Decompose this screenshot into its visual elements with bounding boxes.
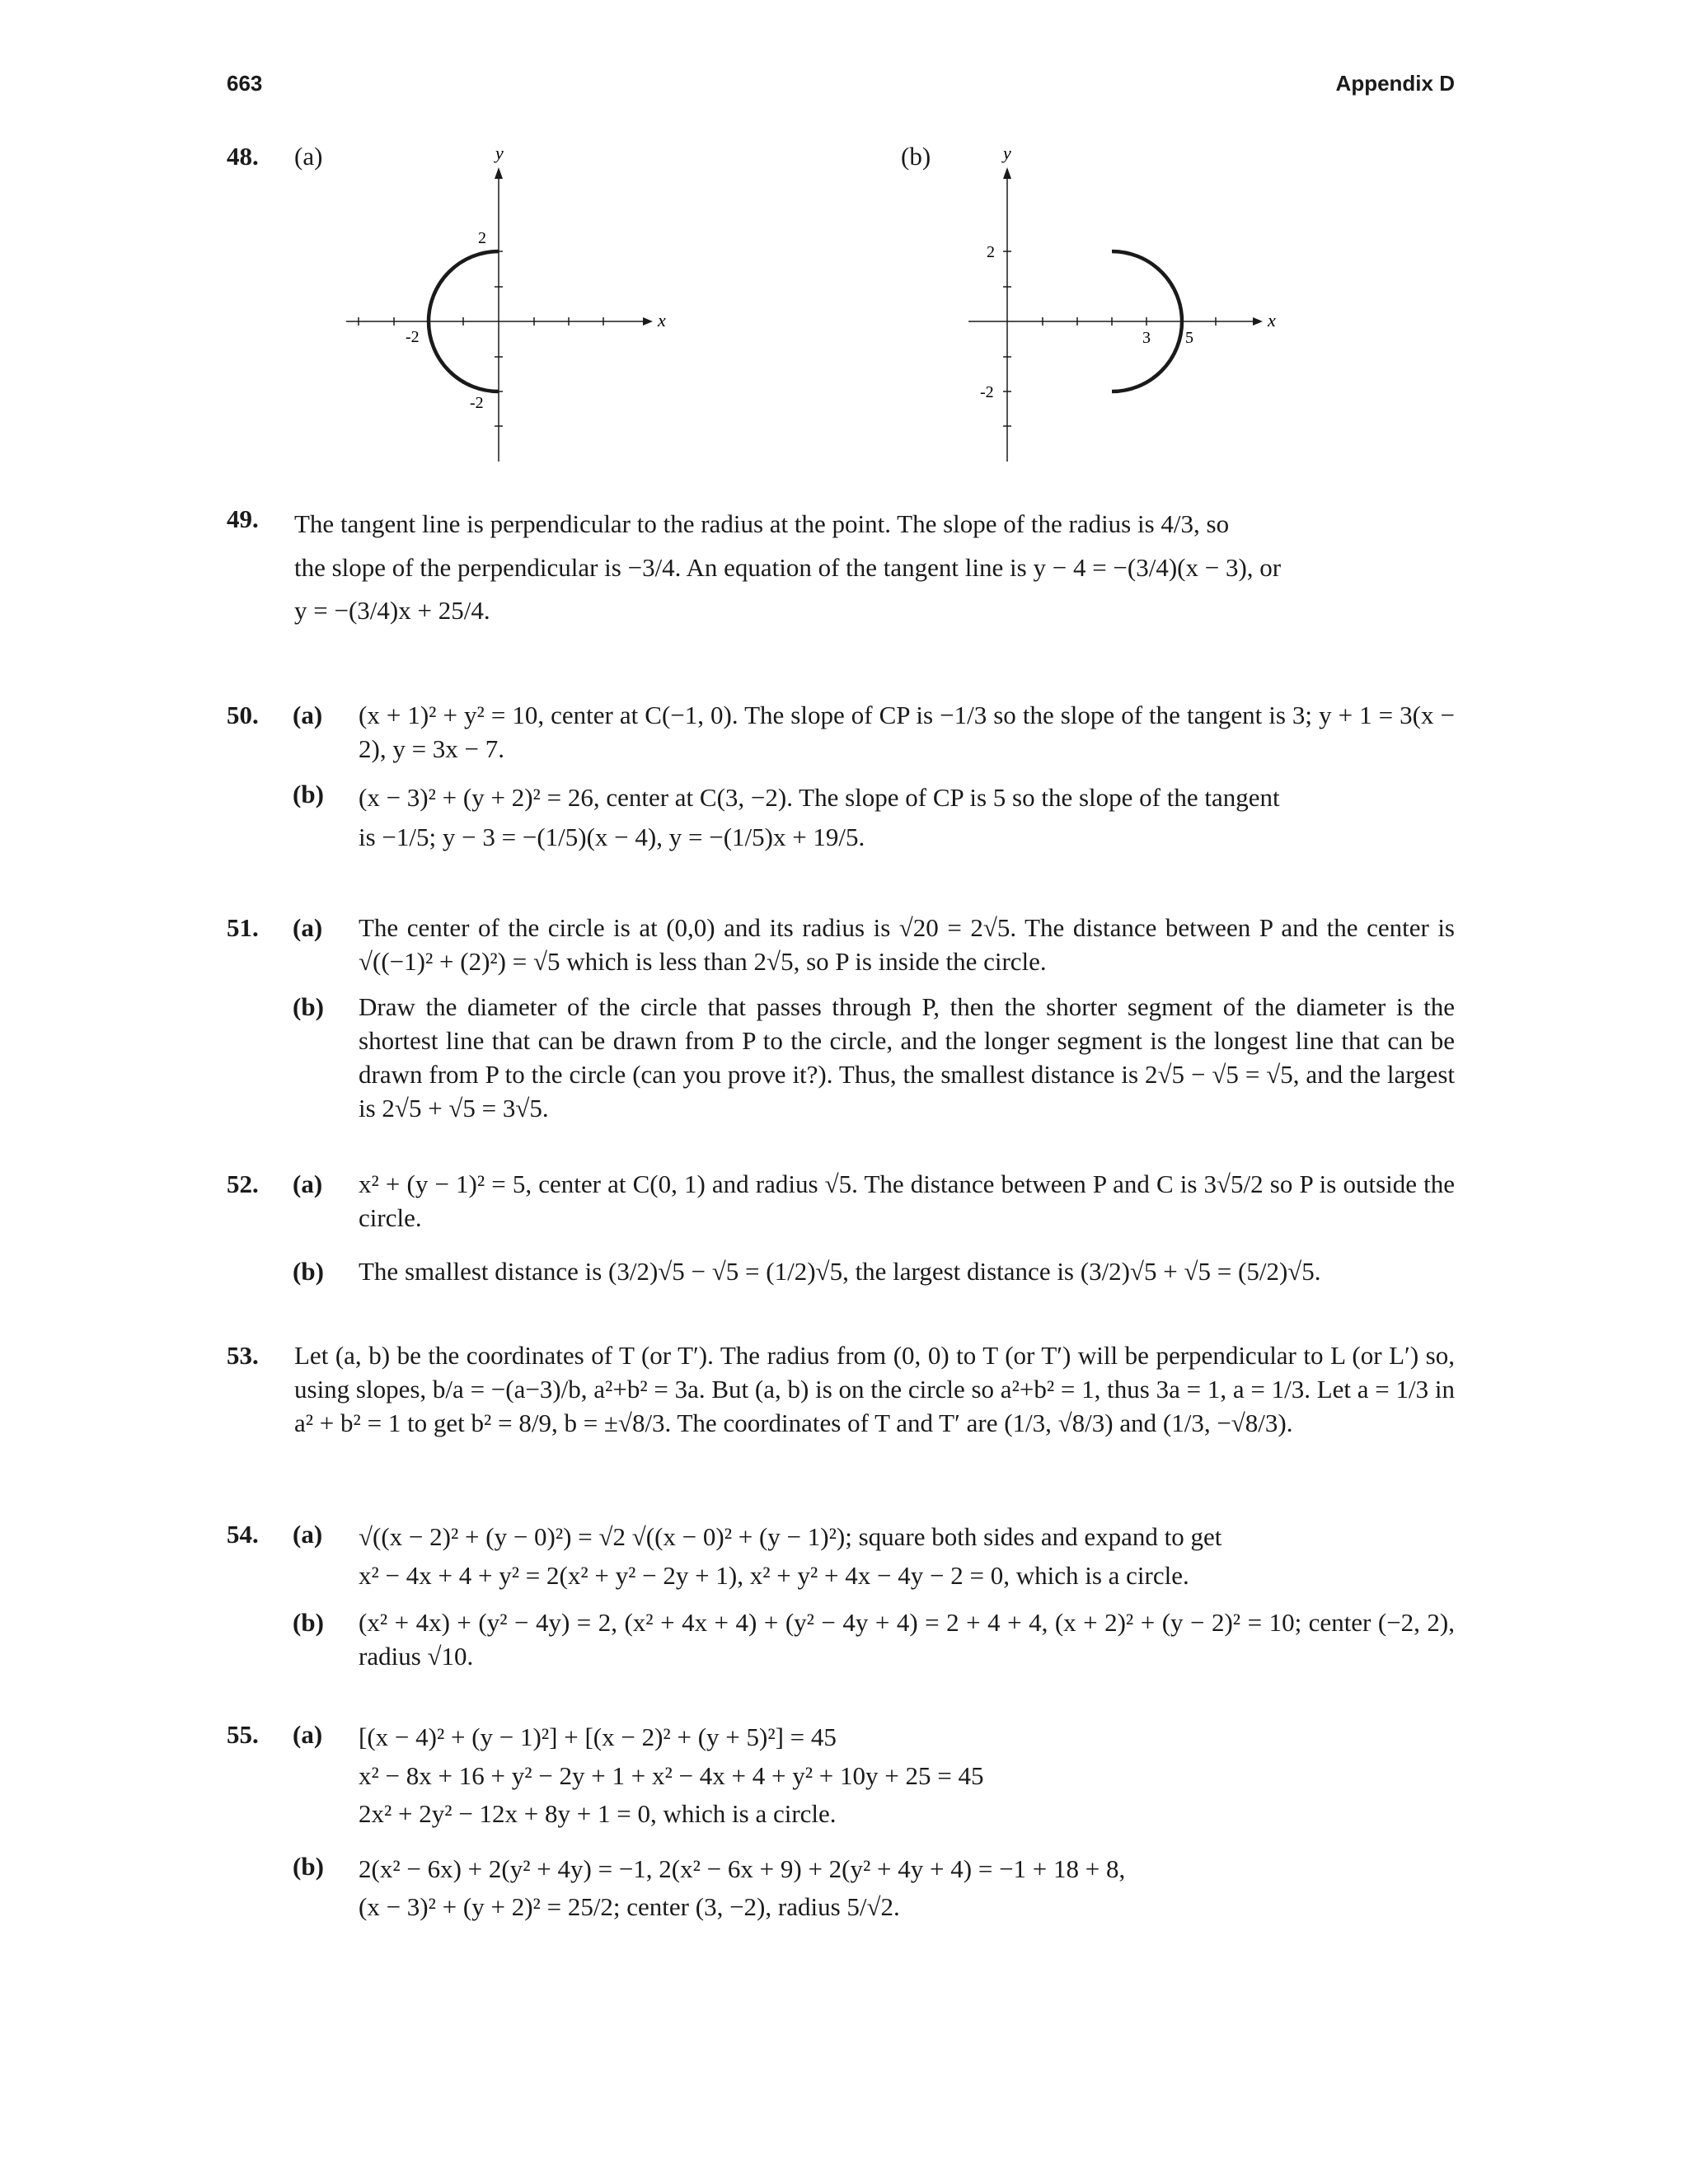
y-axis-label: y (1003, 143, 1011, 163)
text-line: √((x − 2)² + (y − 0)²) = √2 √((x − 0)² + (y − 1)²); square both sides and expand to get (359, 1522, 1222, 1551)
part-b-text: Draw the diameter of the circle that passes through P, then the shorter segment of the diameter is the shortest line that can be drawn from P to the circle, and the longer segment is the longest line that can be drawn from P to the circle (can you prove it?). Thus, the smallest distance is 2√5 − √5 = √5, and the largest is 2√5 + √5 = 3√5. (359, 991, 1455, 1122)
problem-number: 49. (227, 504, 259, 533)
page-number: 663 (227, 71, 263, 96)
tick-label: -2 (980, 383, 994, 401)
x-axis-label: x (1268, 310, 1276, 330)
part-label-b: (b) (293, 1256, 324, 1286)
part-a-text: x² + (y − 1)² = 5, center at C(0, 1) and radius √5. The distance between P and C is 3√5/2 so P is outside the circle. (359, 1169, 1455, 1232)
problem-number: 55. (227, 1720, 259, 1749)
text-line: [(x − 4)² + (y − 1)²] + [(x − 2)² + (y + 5)²] = 45 (359, 1722, 837, 1751)
y-axis-label: y (495, 143, 504, 163)
part-label-a: (a) (293, 913, 323, 942)
problem-55 (227, 1718, 1455, 1927)
x-arrow (643, 317, 653, 326)
y-arrow (1003, 167, 1011, 179)
problem-number: 54. (227, 1520, 259, 1549)
text-line: x² − 4x + 4 + y² = 2(x² + y² − 2y + 1), x² + y² + 4x − 4y − 2 = 0, which is a circle. (359, 1560, 1189, 1590)
part-label-b: (b) (901, 142, 931, 171)
tick-label: 3 (1142, 329, 1151, 347)
x-arrow (1253, 317, 1263, 326)
section-header: Appendix D (1335, 71, 1455, 96)
graph-48b (960, 136, 1306, 474)
tick-label: -2 (406, 328, 420, 346)
text-line: y = −(3/4)x + 25/4. (294, 596, 490, 626)
x-axis-label: x (658, 310, 666, 330)
problem-52 (227, 1168, 1455, 1289)
text-line: (x − 3)² + (y + 2)² = 25/2; center (3, −2), radius 5/√2. (359, 1892, 900, 1921)
problem-51 (227, 912, 1455, 1125)
part-label-a: (a) (293, 701, 323, 729)
problem-number: 51. (227, 913, 259, 942)
part-label-b: (b) (293, 1851, 324, 1881)
text-line: (x − 3)² + (y + 2)² = 26, center at C(3, −2). The slope of CP is 5 so the slope of the tangent (359, 782, 1280, 812)
part-b-text: The smallest distance is (3/2)√5 − √5 = (1/2)√5, the largest distance is (3/2)√5 + √5 = (5/2)√5. (359, 1256, 1321, 1286)
part-label-b: (b) (293, 779, 324, 808)
part-a-text: (x + 1)² + y² = 10, center at C(−1, 0). The slope of CP is −1/3 so the slope of the tangent is 3; y + 1 = 3(x − 2), y = 3x − 7. (359, 701, 1455, 763)
text-line: x² − 8x + 16 + y² − 2y + 1 + x² − 4x + 4 + y² + 10y + 25 = 45 (359, 1760, 984, 1790)
tick-label: 2 (987, 243, 995, 261)
problem-49 (227, 503, 1455, 633)
tick-label: 5 (1185, 329, 1193, 347)
text-line: 2(x² − 6x) + 2(y² + 4y) = −1, 2(x² − 6x + 9) + 2(y² + 4y + 4) = −1 + 18 + 8, (359, 1854, 1126, 1883)
problem-50 (227, 699, 1455, 857)
tick-label: -2 (470, 394, 484, 412)
problem-number: 53. (227, 1341, 259, 1370)
text-line: the slope of the perpendicular is −3/4. An equation of the tangent line is y − 4 = −(3/4)(x − 3), or (294, 552, 1282, 582)
problem-number: 50. (227, 701, 259, 729)
graph-48a (346, 136, 676, 474)
part-label-b: (b) (293, 1608, 324, 1637)
problem-text: Let (a, b) be the coordinates of T (or T′). The radius from (0, 0) to T (or T′) will be perpendicular to L (or L′) so, using slopes, b/a = −(a−3)/b, a²+b² = 3a. But (a, b) is on the circle so a²+b² = 1, thus 3a = 1, a = 1/3. Let a = 1/3 in a² + b² = 1 to get b² = 8/9, b = ±√8/3. The coordinates of T and T′ are (1/3, √8/3) and (1/3, −√8/3). (294, 1341, 1455, 1437)
part-label-a: (a) (294, 142, 323, 171)
problem-number: 52. (227, 1169, 259, 1198)
problem-53 (227, 1339, 1455, 1441)
part-label-a: (a) (293, 1520, 323, 1549)
text-line: 2x² + 2y² − 12x + 8y + 1 = 0, which is a circle. (359, 1799, 837, 1828)
tick-label: 2 (478, 229, 486, 247)
part-label-a: (a) (293, 1169, 323, 1198)
problem-54 (227, 1518, 1455, 1674)
part-label-b: (b) (293, 991, 324, 1021)
text-line: The tangent line is perpendicular to the radius at the point. The slope of the radius is 4/3, so (294, 509, 1230, 538)
part-a-text: The center of the circle is at (0,0) and its radius is √20 = 2√5. The distance between P and the center is √((−1)² + (2)²) = √5 which is less than 2√5, so P is inside the circle. (359, 913, 1455, 976)
part-b-text: (x² + 4x) + (y² − 4y) = 2, (x² + 4x + 4) + (y² − 4y + 4) = 2 + 4 + 4, (x + 2)² + (y − 2)² = 10; center (−2, 2), radius √10. (359, 1608, 1455, 1671)
problem-number: 48. (227, 142, 259, 171)
part-label-a: (a) (293, 1720, 323, 1749)
y-arrow (495, 167, 503, 179)
text-line: is −1/5; y − 3 = −(1/5)(x − 4), y = −(1/5)x + 19/5. (359, 822, 865, 851)
